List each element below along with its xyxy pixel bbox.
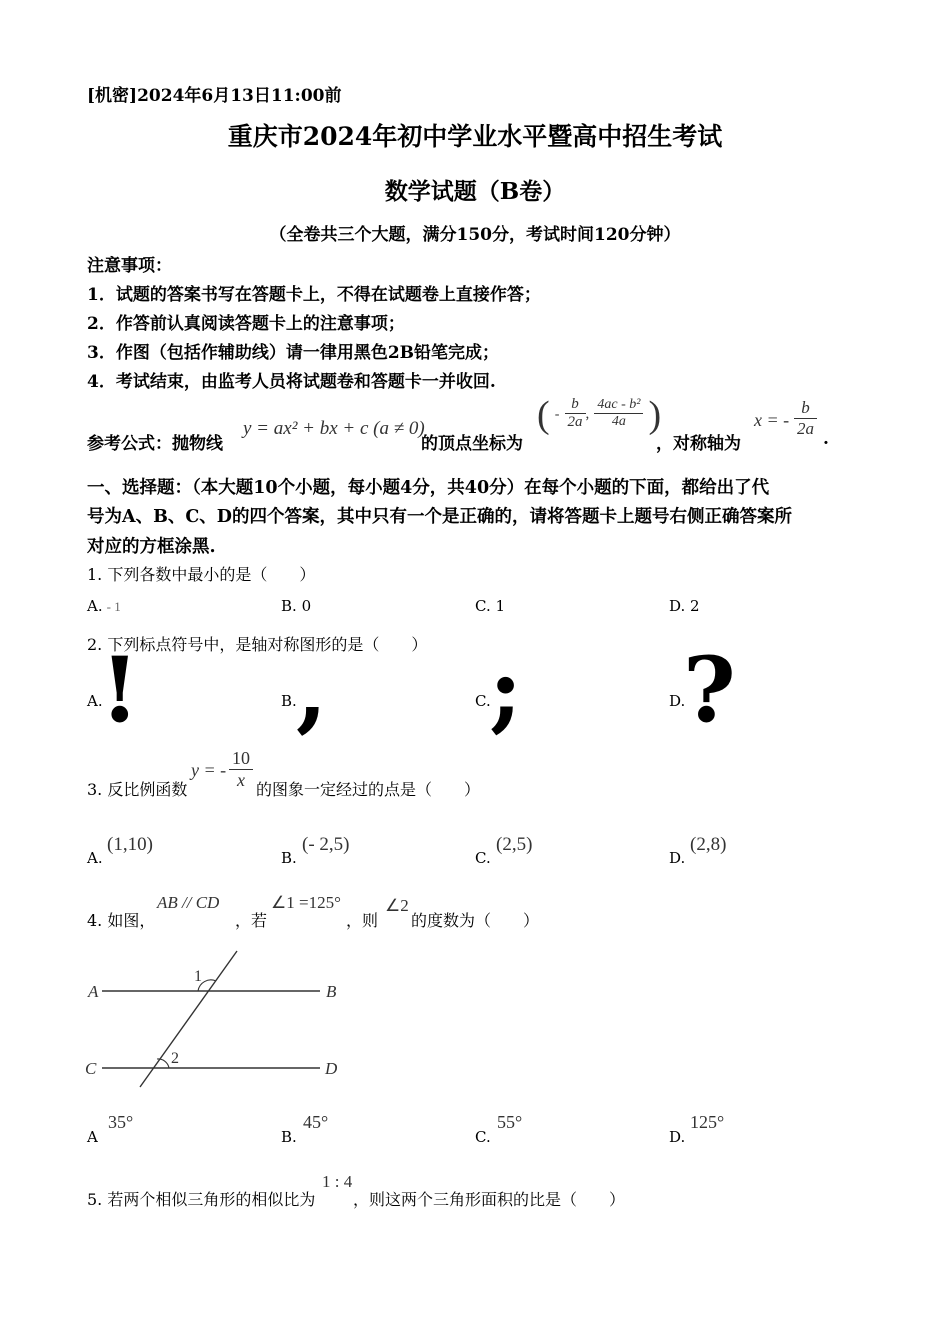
q1-option-c[interactable]: C. 1 bbox=[475, 597, 506, 615]
exam-info: （全卷共三个大题，满分150分，考试时间120分钟） bbox=[269, 225, 681, 245]
page-title: 重庆市2024年初中学业水平暨高中招生考试 bbox=[227, 122, 723, 151]
vertex-label: 的顶点坐标为 bbox=[421, 434, 523, 454]
point-b-label: B bbox=[326, 982, 337, 1001]
point-c-label: C bbox=[85, 1059, 97, 1078]
q4-option-d-label[interactable]: D. bbox=[669, 1128, 686, 1146]
question-2-stem: 2. 下列标点符号中，是轴对称图形的是（ ） bbox=[87, 635, 428, 654]
notes-heading: 注意事项： bbox=[87, 256, 172, 276]
angle-2-label: 2 bbox=[171, 1050, 179, 1067]
note-item: 1．试题的答案书写在答题卡上，不得在试题卷上直接作答； bbox=[87, 285, 541, 305]
q4-option-c-label[interactable]: C. bbox=[475, 1128, 491, 1146]
note-item: 4．考试结束，由监考人员将试题卷和答题卡一并收回. bbox=[87, 372, 496, 392]
parallel-lines-figure bbox=[80, 945, 350, 1095]
q3-option-c-label[interactable]: C. bbox=[475, 849, 491, 867]
q1-option-d[interactable]: D. 2 bbox=[669, 597, 700, 615]
q3-option-a-value: (1,10) bbox=[107, 834, 153, 855]
q4-option-b-label[interactable]: B. bbox=[281, 1128, 297, 1146]
question-5-stem-post: ，则这两个三角形面积的比是（ ） bbox=[353, 1190, 626, 1209]
q2-option-a-label[interactable]: A. bbox=[87, 692, 103, 710]
question-3-stem-pre: 3. 反比例函数 bbox=[87, 780, 188, 799]
axis-label: ，对称轴为 bbox=[656, 434, 741, 454]
question-3-stem-post: 的图象一定经过的点是（ ） bbox=[256, 780, 481, 799]
parallel-condition: AB // CD bbox=[157, 893, 220, 912]
question-4-stem-mid1: ，若 bbox=[235, 911, 268, 930]
q3-option-b-label[interactable]: B. bbox=[281, 849, 297, 867]
angle-1-label: 1 bbox=[194, 968, 202, 985]
question-1-stem: 1. 下列各数中最小的是（ ） bbox=[87, 565, 316, 584]
transversal-line bbox=[140, 951, 237, 1087]
question-4-stem-post: 的度数为（ ） bbox=[411, 911, 540, 930]
similarity-ratio: 1 : 4 bbox=[322, 1172, 353, 1191]
question-4-stem-mid2: ，则 bbox=[346, 911, 379, 930]
formula-end: . bbox=[823, 429, 829, 449]
axis-fraction: $\frac{b}{2a}$ bbox=[794, 398, 817, 439]
parabola-equation: y = ax² + bx + c (a ≠ 0) bbox=[243, 418, 425, 439]
point-d-label: D bbox=[325, 1059, 338, 1078]
q4-option-a-value: 35° bbox=[108, 1112, 134, 1132]
secret-line: [机密]2024年6月13日11:00前 bbox=[87, 86, 342, 106]
function-fraction: $\frac{10}{x}$ bbox=[229, 748, 253, 791]
section-intro-line: 号为A、B、C、D的四个答案，其中只有一个是正确的，请将答题卡上题号右侧正确答案所 bbox=[87, 507, 792, 527]
question-5-stem-pre: 5. 若两个相似三角形的相似比为 bbox=[87, 1190, 316, 1209]
note-item: 2．作答前认真阅读答题卡上的注意事项； bbox=[87, 314, 405, 334]
vertex-coordinates: ( - $\frac{b}{2a}$ , $\frac{\text{4ac - b²}}{4a}$ ) bbox=[537, 394, 662, 436]
q1-option-a[interactable]: A. - 1 bbox=[87, 597, 121, 615]
q4-option-c-value: 55° bbox=[497, 1112, 523, 1132]
q3-option-c-value: (2,5) bbox=[496, 834, 533, 855]
angle1-condition: ∠1 =125° bbox=[271, 893, 341, 912]
q3-option-d-value: (2,8) bbox=[690, 834, 727, 855]
q3-option-d-label[interactable]: D. bbox=[669, 849, 686, 867]
q1-option-b[interactable]: B. 0 bbox=[281, 597, 312, 615]
q3-option-a-label[interactable]: A. bbox=[87, 849, 103, 867]
angle2-ref: ∠2 bbox=[385, 896, 409, 915]
q3-option-b-value: (- 2,5) bbox=[302, 834, 350, 855]
section-intro-line: 对应的方框涂黑. bbox=[87, 537, 216, 557]
q4-option-d-value: 125° bbox=[690, 1112, 725, 1132]
note-item: 3．作图（包括作辅助线）请一律用黑色2B铅笔完成； bbox=[87, 343, 500, 363]
function-lhs: y = - bbox=[191, 760, 227, 780]
exclamation-mark-icon: ! bbox=[100, 637, 140, 743]
comma-icon: , bbox=[296, 637, 328, 743]
page-subtitle: 数学试题（B卷） bbox=[384, 178, 566, 205]
q2-option-d-label[interactable]: D. bbox=[669, 692, 686, 710]
question-4-stem-pre: 4. 如图， bbox=[87, 911, 156, 930]
semicolon-icon: ; bbox=[489, 637, 523, 743]
q2-option-b-label[interactable]: B. bbox=[281, 692, 297, 710]
formula-label: 参考公式：抛物线 bbox=[87, 434, 223, 454]
question-mark-icon: ? bbox=[683, 637, 736, 743]
section-intro-line: 一、选择题：（本大题10个小题，每小题4分，共40分）在每个小题的下面，都给出了代 bbox=[87, 478, 770, 498]
q4-option-b-value: 45° bbox=[303, 1112, 329, 1132]
q2-option-c-label[interactable]: C. bbox=[475, 692, 491, 710]
axis-lhs: x = - bbox=[754, 410, 790, 430]
q4-option-a-label[interactable]: A bbox=[87, 1128, 98, 1146]
point-a-label: A bbox=[88, 982, 99, 1001]
